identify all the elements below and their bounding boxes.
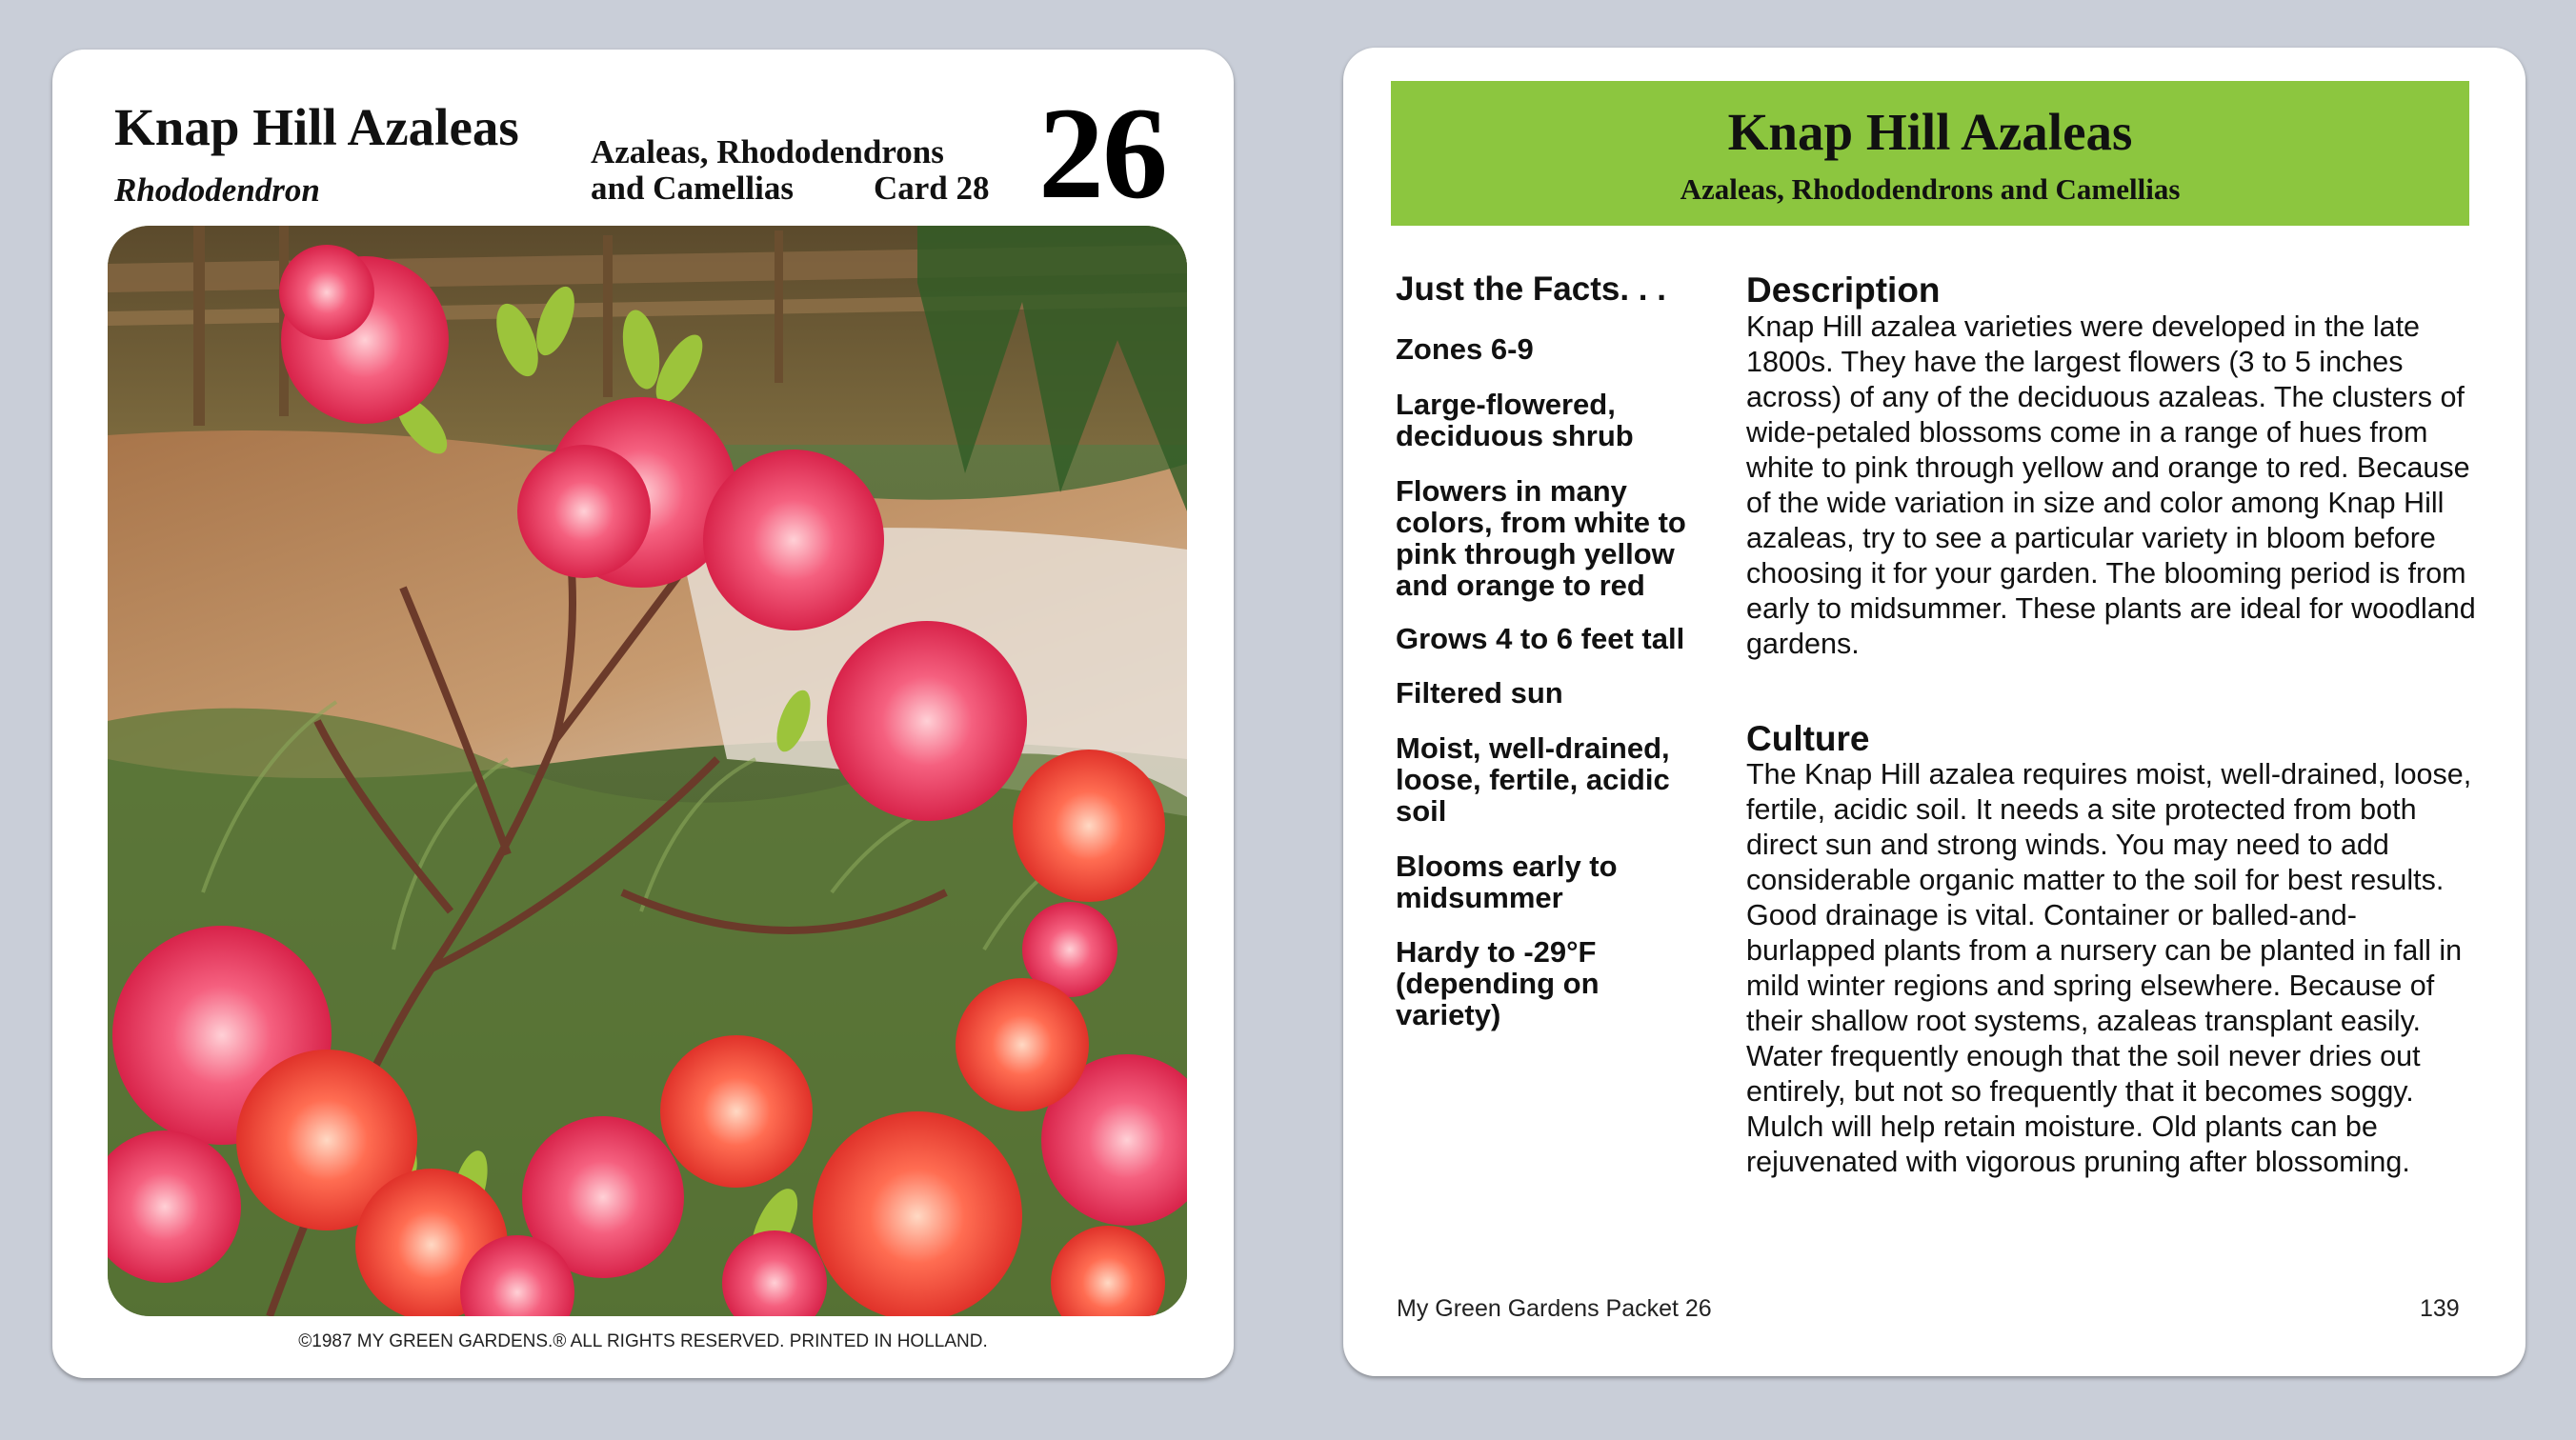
fact-item: Hardy to -29°F (depending on variety) — [1396, 935, 1600, 1031]
fact-item: Flowers in many colors, from white to pink through yellow and orange to red — [1396, 474, 1686, 602]
series-name-line1: Azaleas, Rhododendrons — [591, 133, 944, 170]
fact-item: Zones 6-9 — [1396, 332, 1534, 366]
azalea-photo — [108, 226, 1187, 1316]
card-number-label: Card 28 — [874, 170, 990, 207]
fact-item: Moist, well-drained, loose, fertile, acidic soil — [1396, 731, 1670, 828]
front-subtitle: Rhododendron — [114, 171, 320, 209]
description-heading: Description — [1746, 270, 1941, 310]
fact-item: Grows 4 to 6 feet tall — [1396, 622, 1685, 655]
culture-heading: Culture — [1746, 719, 1870, 758]
front-title: Knap Hill Azaleas — [114, 98, 519, 156]
fact-item: Large-flowered, deciduous shrub — [1396, 388, 1634, 452]
back-subtitle: Azaleas, Rhododendrons and Camellias — [1680, 172, 2181, 206]
fact-item: Blooms early to midsummer — [1396, 850, 1618, 914]
facts-heading: Just the Facts. . . — [1396, 270, 1666, 308]
packet-footer: My Green Gardens Packet 26 — [1397, 1295, 1712, 1322]
page-number: 139 — [2420, 1295, 2460, 1322]
fact-item: Filtered sun — [1396, 676, 1563, 710]
description-text: Knap Hill azalea varieties were developed in the late 1800s. They have the largest flowers (3 to 5 inches across) of any of the deciduous azaleas. The clusters of wide-petaled blossoms come in a range of hues from white to pink through yellow and orange to red. Because of the wide variation in size and color among Knap Hill azaleas, try to see a particular variety in bloom before choosing it for your garden. The blooming period is from early to midsummer. These plants are ideal for woodland gardens. — [1746, 310, 2476, 660]
back-card — [1343, 48, 2526, 1376]
front-card — [52, 50, 1234, 1378]
packet-number: 26 — [1038, 80, 1166, 226]
copyright-notice: ©1987 MY GREEN GARDENS.® ALL RIGHTS RESERVED. PRINTED IN HOLLAND. — [298, 1331, 988, 1351]
series-name-line2: and Camellias — [591, 170, 794, 207]
title-banner — [1391, 81, 2469, 226]
back-title: Knap Hill Azaleas — [1727, 103, 2133, 161]
culture-text: The Knap Hill azalea requires moist, well-drained, loose, fertile, acidic soil. It needs a site protected from both direct sun and strong winds. You may need to add considerable organic matter to the soil for best results. Good drainage is vital. Container or balled-and-burlapped plants from a nursery can be planted in fall in mild winter regions and spring elsewhere. Because of their shallow root systems, azaleas transplant easily. Water frequently enough that the soil never dries out entirely, but not so frequently that it becomes soggy. Mulch will help retain moisture. Old plants can be rejuvenated with vigorous pruning after blossoming. — [1746, 758, 2472, 1178]
